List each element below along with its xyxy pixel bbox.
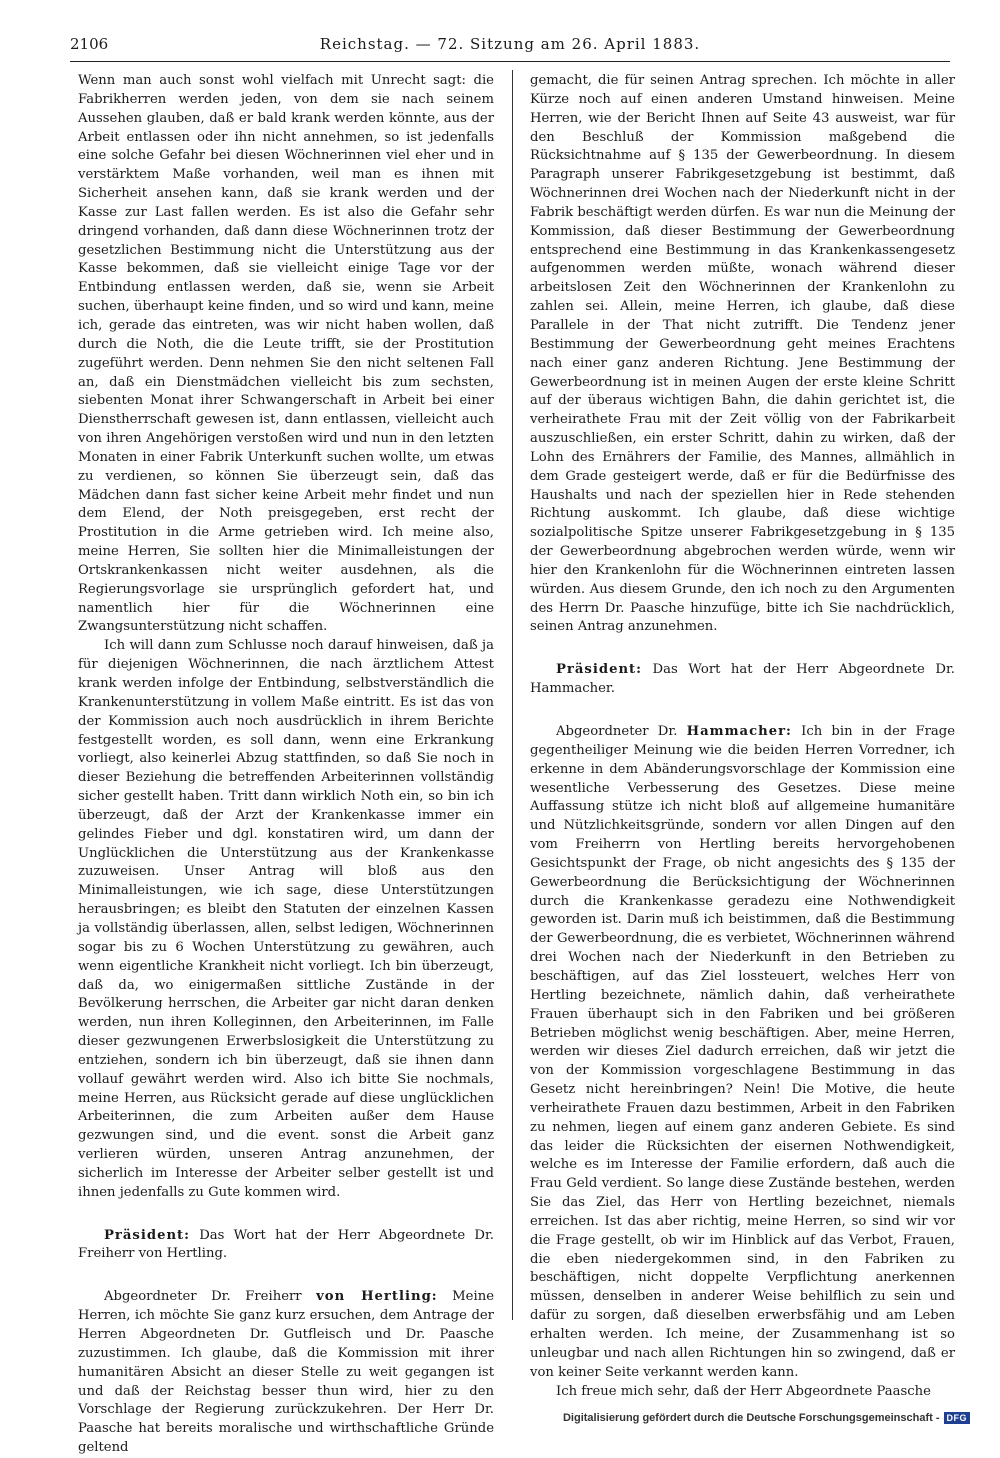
speaker-label: Präsident: [104, 1227, 191, 1243]
running-title: Reichstag. — 72. Sitzung am 26. April 1883. [319, 35, 701, 53]
left-hertling-speech [78, 1288, 494, 1458]
speaker-intro: Abgeordneter Dr. [556, 724, 687, 739]
left-column [78, 72, 494, 1458]
header-rule [70, 61, 950, 62]
footer-credit [563, 1412, 970, 1424]
spacer [78, 1264, 494, 1288]
credit-text: Digitalisierung gefördert durch die Deutsche Forschungsgemeinschaft - [562, 1412, 940, 1424]
right-paragraph-final: Ich freue mich sehr, daß der Herr Abgeordnete Paasche [556, 1383, 931, 1399]
right-hammacher-speech [530, 723, 955, 1383]
right-paragraph-1: gemacht, die für seinen Antrag sprechen. Ich möchte in aller Kürze noch auf einen anderen Umstand hinweisen. Meine Herren, wie der Bericht Ihnen auf Seite 43 ausweist, war für den Beschluß der Kommission maßgebend die Rücksichtnahme auf § 135 der Gewerbeordnung. In diesem Paragraph unserer Fabrikgesetzgebung ist bestimmt, daß Wöchnerinnen drei Wochen nach der Niederkunft nicht in der Fabrik beschäftigt werden dürfen. Es war nun die Meinung der Kommission, daß dieser Bestimmung der Gewerbeordnung entsprechend eine Bestimmung in das Krankenkassengesetz aufgenommen werden müßte, wonach während dieser arbeitslosen Zeit den Wöchnerinnen der Krankenlohn zu zahlen sei. Allein, meine Herren, ich glaube, daß diese Parallele in der That nicht zutrifft. Die Tendenz jener Bestimmung der Gewerbeordnung geht meines Erachtens nach einer ganz anderen Richtung. Jene Bestimmung der Gewerbeordnung ist in meinen Augen der erste kleine Schritt auf der überaus wichtigen Bahn, die dahin gerichtet ist, die verheirathete Frau mit der Zeit völlig von der Fabrikarbeit auszuschließen, ein erster Schritt, dahin zu wirken, daß der Lohn des Ernährers der Familie, des Mannes, allmählich in dem Grade gesteigert werde, daß er für die Bedürfnisse des Haushalts und nach der speziellen hier in Rede stehenden Richtung auskommt. Ich glaube, daß diese wichtige sozialpolitische Spitze unserer Fabrikgesetzgebung in § 135 der Gewerbeordnung abgebrochen werden würde, wenn wir hier den Krankenlohn für die Wöchnerinnen eintreten lassen würden. Aus diesem Grunde, den ich noch zu den Argumenten des Herrn Dr. Paasche hinzufüge, bitte ich Sie nachdrücklich, seinen Antrag anzunehmen. [530, 73, 955, 635]
right-column [530, 72, 955, 1401]
spacer [530, 637, 955, 661]
speech-text: Ich bin in der Frage gegentheiliger Meinung wie die beiden Herren Vorredner, ich erkenne in dem Abänderungsvorschlage der Kommission eine wesentliche Verbesserung des Gesetzes. Diese meine Auffassung stütze ich nicht bloß auf allgemeine humanitäre und Nützlichkeitsgründe, sondern vor allen Dingen auf den vom Freiherrn von Hertling bereits hervorgehobenen Gesichtspunkt der Frage, ob nicht angesichts des § 135 der Gewerbeordnung die Berücksichtigung der Wöchnerinnen durch die Krankenkasse geradezu eine Nothwendigkeit geworden ist. Darin muß ich beistimmen, daß die Bestimmung der Gewerbeordnung, die es verbietet, Wöchnerinnen während drei Wochen nach der Niederkunft in den Betrieben zu beschäftigen, auf das Ziel lossteuert, welches Herr von Hertling bezeichnete, nämlich dahin, daß verheirathete Frauen überhaupt sich in den Fabriken und bei größeren Betrieben möglichst wenig beschäftigen. Aber, meine Herren, werden wir dieses Ziel dadurch erreichen, daß wir jetzt die von der Kommission vorgeschlagene Bestimmung in das Gesetz nicht hereinbringen? Nein! Die Motive, die heute verheirathete Frauen dazu bestimmen, Arbeit in den Fabriken zu nehmen, liegen auf einem ganz anderen Gebiete. Es sind das leider die Rücksichten der eisernen Nothwendigkeit, welche es im Interesse der Familie erfordern, daß auch die Frau Geld verdient. So lange diese Zustände bestehen, werden Sie das Ziel, das Herr von Hertling bezeichnet, niemals erreichen. Ist das aber richtig, meine Herren, so sind wir vor die Frage gestellt, ob wir im Hinblick auf das Verbot, Frauen, die eben niedergekommen sind, in den Fabriken zu beschäftigen, nicht doppelte Verpflichtung anerkennen müssen, denselben in anderer Weise behilflich zu sein und dafür zu sorgen, daß dieselben erwerbsfähig und am Leben erhalten werden. Ich meine, der Zusammenhang ist so unleugbar und nach allen Richtungen hin so zwingend, daß er von keiner Seite verkannt werden kann. [530, 724, 956, 1380]
page-header [70, 33, 950, 57]
spacer [530, 699, 955, 723]
speaker-name: Hammacher: [686, 724, 792, 739]
speaker-label: Präsident: [556, 662, 643, 678]
dfg-logo: DFG [944, 1412, 971, 1424]
left-paragraph-1: Wenn man auch sonst wohl vielfach mit Unrecht sagt: die Fabrikherren werden jeden, von dem sie nach seinem Aussehen glauben, daß er bald krank werden könnte, aus der Arbeit entlassen oder ihn nicht annehmen, so ist jedenfalls eine solche Gefahr bei diesen Wöchnerinnen viel eher und in verstärktem Maße vorhanden, weil man es ihnen mit Sicherheit ansehen kann, daß sie krank werden und der Kasse zur Last fallen werden. Es ist also die Gefahr sehr dringend vorhanden, daß dann diese Wöchnerinnen trotz der gesetzlichen Bestimmung nicht die Unterstützung aus der Kasse bekommen, daß sie vielleicht einige Tage vor der Entbindung entlassen werden, daß sie, wenn sie Arbeit suchen, überhaupt keine finden, und so wird und kann, meine ich, gerade das eintreten, was wir nicht haben wollen, daß durch die Noth, die die Leute trifft, sie der Prostitution zugeführt werden. Denn nehmen Sie den nicht seltenen Fall an, daß ein Dienstmädchen vielleicht bis zum sechsten, siebenten Monat ihrer Schwangerschaft in Arbeit bei einer Dienstherrschaft gewesen ist, dann entlassen, vielleicht auch von ihren Angehörigen verstoßen wird und nun in den letzten Monaten in einer Fabrik Unterkunft suchen wollte, um etwas zu verdienen, so können Sie überzeugt sein, daß das Mädchen dann fast sicher keine Arbeit mehr findet und nun dem Elend, der Noth preisgegeben, erst recht der Prostitution in die Arme getrieben wird. Ich meine also, meine Herren, Sie sollten hier die Minimalleistungen der Ortskrankenkassen nicht weiter ausdehnen, als die Regierungsvorlage sie ursprünglich gefordert hat, und namentlich hier für die Wöchnerinnen eine Zwangsunterstützung nicht schaffen. [78, 73, 494, 635]
speaker-name: von Hertling: [316, 1289, 438, 1305]
left-president-statement [78, 1227, 494, 1265]
right-president-statement [530, 661, 955, 699]
speech-text: Meine Herren, ich möchte Sie ganz kurz ersuchen, dem Antrage der Herren Abgeordneten Dr. Gutfleisch und Dr. Paasche zuzustimmen. Ich glaube, daß die Kommission mit ihrer humanitären Absicht an dieser Stelle zu weit gegangen ist und daß der Reichstag besser thun wird, hier zu den Vorschlage der Regierung zurückzukehren. Der Herr Dr. Paasche hat bereits moralische und wirthschaftliche Gründe geltend [78, 1289, 494, 1456]
speaker-intro: Abgeordneter Dr. Freiherr [104, 1289, 317, 1305]
column-divider [512, 70, 513, 1320]
spacer [78, 1203, 494, 1227]
statement-text: Das Wort hat der Herr Abgeordnete Dr. Freiherr von Hertling. [78, 1227, 494, 1262]
statement-text: Das Wort hat der Herr Abgeordnete Dr. Hammacher. [530, 662, 955, 697]
left-paragraph-2: Ich will dann zum Schlusse noch darauf hinweisen, daß ja für diejenigen Wöchnerinnen, die nach ärztlichem Attest krank werden infolge der Entbindung, selbstverständlich die Krankenunterstützung in vollem Maße eintritt. Es ist das von der Kommission auch noch ausdrücklich in ihrem Berichte festgestellt worden, es soll dann, wenn eine Erkrankung vorliegt, also keinerlei Abzug stattfinden, so daß Sie noch in dieser Beziehung die betreffenden Arbeiterinnen vollständig sicher gestellt haben. Tritt dann wirklich Noth ein, so bin ich überzeugt, daß der Arzt der Krankenkasse immer ein gelindes Fieber und dgl. konstatiren wird, um dann der Unglücklichen die Unterstützung aus der Krankenkasse zuzuweisen. Unser Antrag will bloß aus den Minimalleistungen, wie ich sage, diese Unterstützungen herausbringen; es bleibt den Statuten der einzelnen Kassen ja vollständig überlassen, allen, selbst ledigen, Wöchnerinnen sogar bis zu 6 Wochen Unterstützung zu gewähren, auch wenn eigentliche Krankheit nicht vorliegt. Ich bin überzeugt, daß da, wo einigermaßen sittliche Zustände in der Bevölkerung herrschen, die Arbeiter gar nicht daran denken werden, nun ihren Kolleginnen, den Arbeiterinnen, im Falle dieser gezwungenen Erwerbslosigkeit die Unterstützung zu entziehen, sondern ich bin überzeugt, daß sie ihnen dann vollauf gewährt werden wird. Also ich bitte Sie nochmals, meine Herren, aus Rücksicht gerade auf diese unglücklichen Arbeiterinnen, die zum Arbeiten außer dem Hause gezwungen sind, und die event. sonst die Arbeit ganz verlieren würden, unseren Antrag anzunehmen, der sicherlich im Interesse der Arbeiter selber gestellt ist und ihnen jedenfalls zu Gute kommen wird. [78, 638, 494, 1200]
page-number: 2106 [70, 35, 109, 53]
